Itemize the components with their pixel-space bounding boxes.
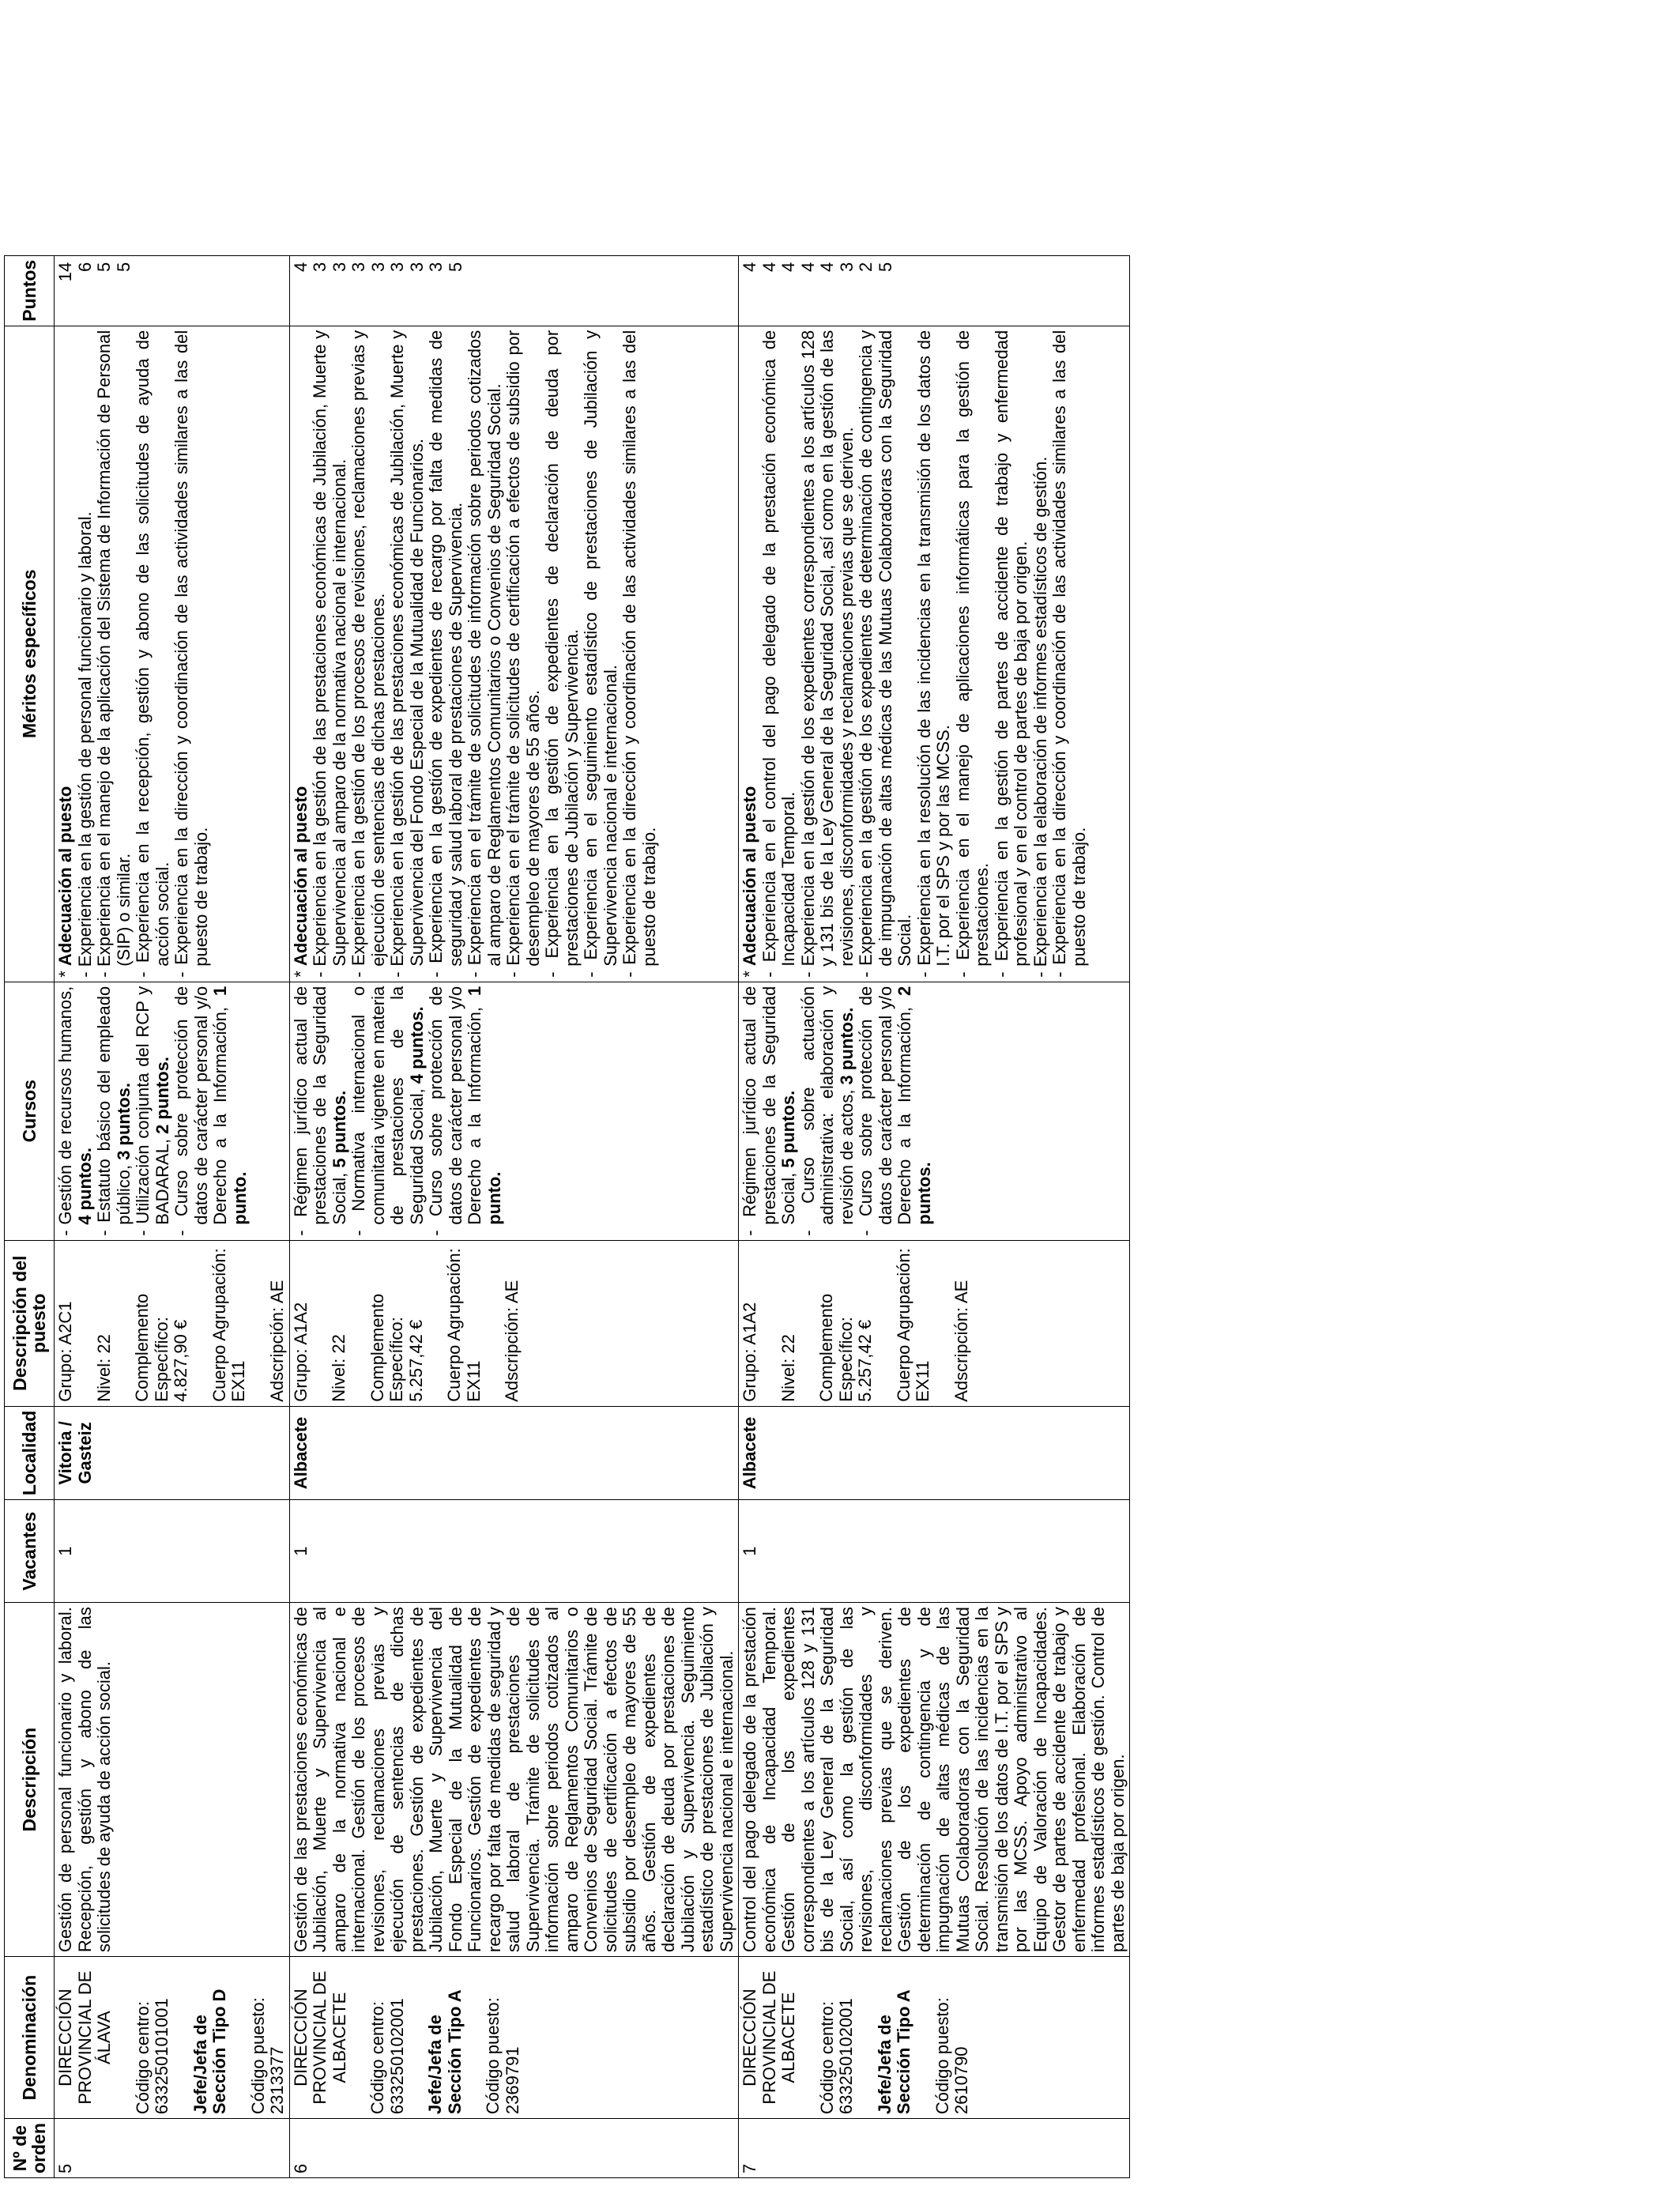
descripcion-puesto-cell (289, 1240, 739, 1406)
merito-item: - Experiencia en la gestión de los expedientes correspondientes a los artículos 128 y 131 bis de la Ley General de la Seguridad Social, así como en la gestión de las revisiones, disconformidades y reclamaciones previas que se deriven. (797, 330, 857, 978)
position-title: Jefe/Jefa de Sección Tipo A (874, 1989, 913, 2115)
curso-points: 2 puntos. (895, 986, 934, 1225)
meritos-cell (739, 326, 1130, 982)
curso-text: Curso sobre protección de datos de carácter personal y/o Derecho a la Información, (171, 986, 230, 1225)
centro-label: Código centro: (367, 2001, 387, 2115)
points-value: 4 (778, 262, 798, 273)
cursos-list (292, 986, 505, 1236)
curso-item: - Curso sobre actuación administrativa: elaboración y revisión de actos, 3 puntos. (797, 986, 857, 1236)
position-title: Jefe/Jefa de Sección Tipo A (425, 1989, 465, 2115)
puesto-grupo: Grupo: A1A2 (290, 1302, 311, 1402)
meritos-list (76, 330, 212, 978)
job-positions-table (4, 255, 1130, 2178)
col-header-meritos: Méritos específicos (5, 326, 55, 982)
merito-text: Experiencia en la dirección y coordinación de las actividades similares a las del puesto de trabajo. (1049, 330, 1089, 967)
puesto-complemento: Complemento Específico: 5.257,42 € (367, 1293, 426, 1402)
puntos-cell (739, 255, 1130, 326)
puesto-code: 2610790 (951, 2046, 971, 2115)
curso-item: - Gestión de recursos humanos, 4 puntos. (55, 986, 95, 1236)
curso-points: 3 puntos. (836, 1007, 857, 1085)
merito-item: - Experiencia en la gestión de expedientes de recargo por falta de medidas de seguridad y salud laboral de prestaciones de Supervivencia. (426, 330, 465, 978)
curso-points: 4 puntos. (406, 1006, 427, 1084)
table-row (739, 255, 1130, 2177)
merito-text: Experiencia en la elaboración de informes estadísticos de gestión. (1030, 456, 1050, 967)
merito-text: Experiencia en la gestión de personal funcionario y laboral. (74, 511, 95, 967)
meritos-header: * Adecuación al puesto (290, 786, 311, 978)
descripcion-cell: Gestión de las prestaciones económicas de Jubilación, Muerte y Supervivencia al amparo de la normativa nacional e internacional. Gestión de los procesos de revisiones, reclamaciones previas y ejecución de sentencias de dichas prestaciones. Gestión de expedientes de Jubilación, Muerte y Supervivencia del Fondo Especial de la Mutualidad de Funcionarios. Gestión de expedientes de recargo por falta de medidas de seguridad y salud laboral de prestaciones de Supervivencia. Trámite de solicitudes de información sobre periodos cotizados al amparo de Reglamentos Comunitarios o Convenios de Seguridad Social. Trámite de solicitudes de certificación a efectos de subsidio por desempleo de mayores de 55 años. Gestión de expedientes de declaración de deuda por prestaciones de Jubilación y Supervivencia. Seguimiento estadístico de prestaciones de Jubilación y Supervivencia nacional e internacional. (289, 1603, 739, 1957)
centro-code: 633250101001 (152, 1998, 171, 2115)
merito-text: Experiencia en el manejo de la aplicación del Sistema de Información de Personal (SIP) o similar. (94, 330, 134, 967)
points-value: 4 (797, 262, 818, 273)
merito-text: Experiencia en el trámite de solicitudes de información sobre periodos cotizados al amparo de Reglamentos Comunitarios o Convenios de Seguridad Social. (465, 330, 504, 967)
points-value: 4 (740, 262, 759, 273)
localidad-cell: Albacete (289, 1406, 739, 1499)
points-value: 5 (875, 262, 895, 273)
curso-points: 4 puntos. (74, 1147, 95, 1225)
denominacion-cell (289, 1957, 739, 2119)
orden-cell: 7 (739, 2119, 1130, 2178)
denominacion-cell (55, 1957, 290, 2119)
descripcion-puesto-cell (739, 1240, 1130, 1406)
table-row (289, 255, 739, 2177)
curso-item: - Régimen jurídico actual de prestaciones de la Seguridad Social, 5 puntos. (740, 986, 798, 1236)
cursos-cell (55, 982, 290, 1240)
unit-name: DIRECCIÓN PROVINCIAL DE ALBACETE (740, 1970, 798, 2105)
curso-item: - Curso sobre protección de datos de carácter personal y/o Derecho a la Información, 1 punto. (171, 986, 250, 1236)
puesto-nivel: Nivel: 22 (329, 1334, 348, 1402)
merito-text: Experiencia en el trámite de solicitudes de certificación a efectos de subsidio por desempleo de mayores de 55 años. (503, 330, 543, 967)
puesto-complemento: Complemento Específico: 5.257,42 € (816, 1293, 875, 1402)
merito-text: Experiencia en la dirección y coordinación de las actividades similares a las del puesto de trabajo. (171, 330, 211, 967)
merito-text: Experiencia en la gestión de los expedientes correspondientes a los artículos 128 y 131 bis de la Ley General de la Seguridad Social, así como en la gestión de las revisiones, disconformidades y reclamaciones previas que se deriven. (797, 330, 857, 967)
merito-item: - Experiencia en el seguimiento estadístico de prestaciones de Jubilación y Supervivencia nacional e internacional. (581, 330, 620, 978)
points-value: 3 (367, 262, 388, 273)
curso-item: - Régimen jurídico actual de prestaciones de la Seguridad Social, 5 puntos. (290, 986, 349, 1236)
points-value: 4 (759, 262, 779, 273)
merito-text: Experiencia en la gestión de partes de accidente de trabajo y enfermedad profesional y en el control de partes de baja por origen. (991, 330, 1030, 967)
points-value: 6 (74, 262, 95, 273)
col-header-descripcion-puesto: Descripción del puesto (5, 1240, 55, 1406)
curso-points: 1 punto. (465, 986, 504, 1225)
merito-item: - Experiencia en el manejo de aplicaciones informáticas para la gestión de prestaciones. (952, 330, 992, 978)
meritos-header: * Adecuación al puesto (55, 786, 75, 978)
centro-label: Código centro: (132, 2001, 153, 2115)
merito-text: Experiencia en el manejo de aplicaciones informáticas para la gestión de prestaciones. (952, 330, 992, 967)
merito-item: - Experiencia en la recepción, gestión y abono de las solicitudes de ayuda de acción social. (133, 330, 172, 978)
merito-item: - Experiencia en la gestión de los expedientes de determinación de contingencia y de impugnación de altas médicas de las Mutuas Colaboradoras con la Seguridad Social. (856, 330, 914, 978)
meritos-header: * Adecuación al puesto (740, 786, 759, 978)
centro-code: 633250102001 (386, 1998, 407, 2115)
curso-text: Normativa internacional o comunitaria vigente en materia de prestaciones de la Seguridad Social, (348, 986, 427, 1225)
merito-text: Experiencia en la resolución de las incidencias en la transmisión de los datos de I.T. por el SPS y por las MCSS. (913, 330, 953, 967)
curso-text: Curso sobre protección de datos de carácter personal y/o Derecho a la Información, (426, 986, 484, 1225)
unit-name: DIRECCIÓN PROVINCIAL DE ÁLAVA (55, 1970, 114, 2105)
puesto-nivel: Nivel: 22 (778, 1334, 798, 1402)
merito-item: - Experiencia en la gestión de los procesos de revisiones, reclamaciones previas y ejecución de sentencias de dichas prestaciones. (348, 330, 388, 978)
puesto-cuerpo: Cuerpo Agrupación: EX11 (893, 1248, 932, 1402)
merito-item: - Experiencia en la gestión de las prestaciones económicas de Jubilación, Muerte y Supervivencia del Fondo Especial de la Mutualidad de Funcionarios. (387, 330, 427, 978)
merito-item: - Experiencia en la dirección y coordinación de las actividades similares a las del puesto de trabajo. (171, 330, 211, 978)
vacantes-cell: 1 (289, 1500, 739, 1603)
puesto-adscripcion: Adscripción: AE (951, 1280, 971, 1402)
cursos-cell (289, 982, 739, 1240)
merito-item: - Experiencia en la elaboración de informes estadísticos de gestión. (1030, 456, 1050, 978)
descripcion-cell: Control del pago delegado de la prestación económica de Incapacidad Temporal. Gestión de los expedientes correspondientes a los artículos 128 y 131 bis de la Ley General de la Seguridad Social, así como la gestión de las revisiones, disconformidades y reclamaciones previas que se deriven. Gestión de los expedientes de determinación de contingencia y de impugnación de altas médicas de las Mutuas Colaboradoras con la Seguridad Social. Resolución de las incidencias en la transmisión de los datos de I.T. por el SPS y por las MCSS. Apoyo administrativo al Equipo de Valoración de Incapacidades. Gestor de partes de accidente de trabajo y enfermedad profesional. Elaboración de informes estadísticos de gestión. Control de partes de baja por origen. (739, 1603, 1130, 1957)
merito-item: - Experiencia en la gestión de partes de accidente de trabajo y enfermedad profesional y en el control de partes de baja por origen. (991, 330, 1030, 978)
position-title: Jefe/Jefa de Sección Tipo D (190, 1989, 229, 2115)
points-value: 5 (445, 262, 465, 273)
puesto-cuerpo: Cuerpo Agrupación: EX11 (209, 1248, 248, 1402)
vacantes-cell: 1 (739, 1500, 1130, 1603)
curso-item: - Curso sobre protección de datos de carácter personal y/o Derecho a la Información, 2 puntos. (856, 986, 934, 1236)
puesto-complemento: Complemento Específico: 4.827,90 € (132, 1293, 190, 1402)
cursos-cell (739, 982, 1130, 1240)
points-value: 3 (329, 262, 349, 273)
merito-item: - Experiencia en el trámite de solicitudes de certificación a efectos de subsidio por desempleo de mayores de 55 años. (503, 330, 543, 978)
centro-label: Código centro: (816, 2001, 837, 2115)
meritos-list (760, 330, 1090, 978)
points-value: 3 (426, 262, 446, 273)
merito-item: - Experiencia en la gestión de las prestaciones económicas de Jubilación, Muerte y Supervivencia al amparo de la normativa nacional e internacional. (310, 330, 349, 978)
merito-text: Experiencia en el control del pago delegado de la prestación económica de Incapacidad Temporal. (759, 330, 798, 967)
col-header-localidad: Localidad (5, 1406, 55, 1499)
points-value: 5 (94, 262, 114, 273)
curso-points: 2 puntos. (152, 1057, 172, 1134)
meritos-header-text: Adecuación al puesto (55, 786, 75, 967)
curso-text: Utilización conjunta del RCP y BADARAL, (133, 986, 172, 1225)
localidad-cell: Vitoria / Gasteiz (55, 1406, 290, 1499)
points-value: 3 (406, 262, 427, 273)
puntos-cell (289, 255, 739, 326)
localidad-cell: Albacete (739, 1406, 1130, 1499)
points-value: 3 (348, 262, 368, 273)
merito-text: Experiencia en la gestión de expedientes de declaración de deuda por prestaciones de Jubilación y Supervivencia. (542, 330, 582, 967)
merito-text: Experiencia en la dirección y coordinación de las actividades similares a las del puesto de trabajo. (620, 330, 659, 967)
cursos-list (56, 986, 250, 1236)
descripcion-cell: Gestión de personal funcionario y laboral. Recepción, gestión y abono de las solicitudes de ayuda de acción social. (55, 1603, 290, 1957)
curso-points: 1 punto. (210, 986, 250, 1225)
puesto-adscripcion: Adscripción: AE (502, 1280, 522, 1402)
merito-text: Experiencia en la gestión de los expedientes de determinación de contingencia y de impugnación de altas médicas de las Mutuas Colaboradoras con la Seguridad Social. (856, 330, 914, 967)
puesto-adscripcion: Adscripción: AE (266, 1280, 287, 1402)
puesto-cuerpo: Cuerpo Agrupación: EX11 (444, 1248, 484, 1402)
curso-text: Curso sobre actuación administrativa: elaboración y revisión de actos, (797, 986, 857, 1225)
merito-item: - Experiencia en la dirección y coordinación de las actividades similares a las del puesto de trabajo. (1049, 330, 1089, 978)
meritos-list (311, 330, 659, 978)
curso-text: Régimen jurídico actual de prestaciones de la Seguridad Social, (290, 986, 349, 1225)
merito-text: Experiencia en la gestión de las prestaciones económicas de Jubilación, Muerte y Supervivencia del Fondo Especial de la Mutualidad de Funcionarios. (387, 330, 427, 967)
vacantes-cell: 1 (55, 1500, 290, 1603)
col-header-puntos: Puntos (5, 255, 55, 326)
unit-name: DIRECCIÓN PROVINCIAL DE ALBACETE (290, 1970, 349, 2105)
merito-text: Experiencia en la gestión de expedientes de recargo por falta de medidas de seguridad y salud laboral de prestaciones de Supervivencia. (426, 330, 465, 967)
cursos-list (740, 986, 934, 1236)
merito-item: - Experiencia en la resolución de las incidencias en la transmisión de los datos de I.T. por el SPS y por las MCSS. (913, 330, 953, 978)
points-value: 3 (387, 262, 407, 273)
puesto-label: Código puesto: (932, 1997, 952, 2115)
orden-cell: 6 (289, 2119, 739, 2178)
curso-points: 3 puntos. (113, 1083, 134, 1160)
puesto-code: 2369791 (502, 2046, 522, 2115)
merito-item: - Experiencia en la gestión de personal funcionario y laboral. (74, 511, 95, 978)
merito-item: - Experiencia en la dirección y coordinación de las actividades similares a las del puesto de trabajo. (620, 330, 659, 978)
puesto-label: Código puesto: (247, 1997, 268, 2115)
curso-text: Gestión de recursos humanos, (55, 986, 75, 1225)
meritos-header-text: Adecuación al puesto (290, 786, 311, 967)
curso-item: - Estatuto básico del empleado público, 3 puntos. (94, 986, 134, 1236)
curso-text: Estatuto básico del empleado público, (94, 986, 134, 1225)
puntos-cell (55, 255, 290, 326)
col-header-descripcion: Descripción (5, 1603, 55, 1957)
merito-text: Experiencia en la gestión de las prestaciones económicas de Jubilación, Muerte y Supervivencia al amparo de la normativa nacional e internacional. (310, 330, 349, 967)
header-row (5, 255, 55, 2177)
curso-item: - Normativa internacional o comunitaria vigente en materia de prestaciones de la Seguridad Social, 4 puntos. (348, 986, 427, 1236)
curso-item: - Utilización conjunta del RCP y BADARAL, 2 puntos. (133, 986, 172, 1236)
merito-item: - Experiencia en el control del pago delegado de la prestación económica de Incapacidad Temporal. (759, 330, 798, 978)
merito-text: Experiencia en la gestión de los procesos de revisiones, reclamaciones previas y ejecución de sentencias de dichas prestaciones. (348, 330, 388, 967)
points-value: 3 (836, 262, 857, 273)
points-value: 3 (310, 262, 330, 273)
puesto-code: 2313377 (267, 2046, 287, 2115)
meritos-cell (289, 326, 739, 982)
points-value: 2 (856, 262, 876, 273)
curso-points: 5 puntos. (778, 1090, 798, 1168)
merito-text: Experiencia en el seguimiento estadístico de prestaciones de Jubilación y Supervivencia nacional e internacional. (581, 330, 620, 967)
puesto-grupo: Grupo: A2C1 (55, 1301, 75, 1402)
col-header-vacantes: Vacantes (5, 1500, 55, 1603)
curso-text: Régimen jurídico actual de prestaciones de la Seguridad Social, (740, 986, 798, 1225)
orden-cell: 5 (55, 2119, 290, 2178)
curso-item: - Curso sobre protección de datos de carácter personal y/o Derecho a la Información, 1 punto. (426, 986, 504, 1236)
descripcion-puesto-cell (55, 1240, 290, 1406)
table-row (55, 255, 290, 2177)
col-header-cursos: Cursos (5, 982, 55, 1240)
merito-item: - Experiencia en el manejo de la aplicación del Sistema de Información de Personal (SIP) o similar. (94, 330, 134, 978)
points-value: 5 (113, 262, 134, 273)
points-value: 4 (290, 262, 311, 273)
points-value: 14 (55, 262, 75, 282)
merito-text: Experiencia en la recepción, gestión y abono de las solicitudes de ayuda de acción social. (133, 330, 172, 967)
col-header-orden: Nº de orden (5, 2119, 55, 2178)
denominacion-cell (739, 1957, 1130, 2119)
merito-item: - Experiencia en la gestión de expedientes de declaración de deuda por prestaciones de Jubilación y Supervivencia. (542, 330, 582, 978)
curso-points: 5 puntos. (329, 1090, 349, 1168)
puesto-grupo: Grupo: A1A2 (740, 1302, 759, 1402)
meritos-cell (55, 326, 290, 982)
centro-code: 633250102001 (836, 1998, 856, 2115)
puesto-nivel: Nivel: 22 (93, 1334, 114, 1402)
points-value: 4 (817, 262, 837, 273)
meritos-header-text: Adecuación al puesto (740, 786, 759, 967)
curso-text: Curso sobre protección de datos de carácter personal y/o Derecho a la Información, (856, 986, 914, 1225)
merito-item: - Experiencia en el trámite de solicitudes de información sobre periodos cotizados al amparo de Reglamentos Comunitarios o Convenios de Seguridad Social. (465, 330, 504, 978)
puesto-label: Código puesto: (483, 1997, 503, 2115)
col-header-denominacion: Denominación (5, 1957, 55, 2119)
